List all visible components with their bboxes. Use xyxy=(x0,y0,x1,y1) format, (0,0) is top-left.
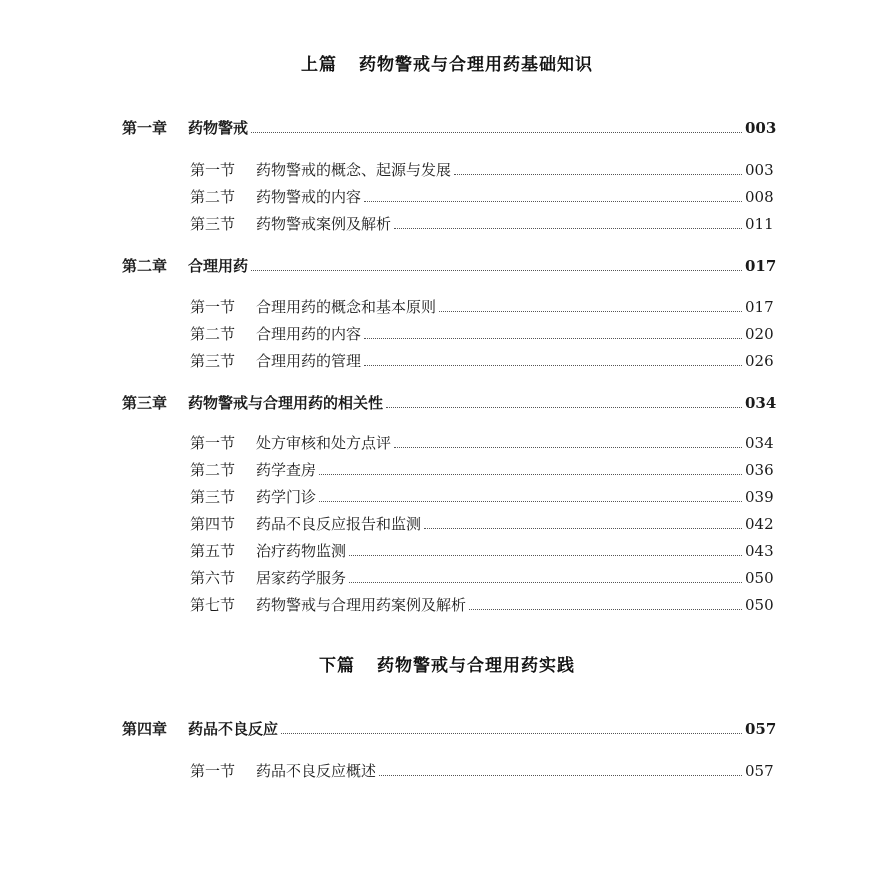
toc-section-entry[interactable] xyxy=(0,541,894,561)
part-label: 下篇 xyxy=(319,656,355,676)
dot-leader xyxy=(394,447,742,448)
part-heading xyxy=(0,651,894,676)
chapter-number: 第二章 xyxy=(122,257,168,275)
section-number: 第二节 xyxy=(190,325,236,343)
page-number: 008 xyxy=(745,188,774,206)
page-number: 011 xyxy=(745,215,774,233)
part-heading xyxy=(0,50,894,75)
section-number: 第三节 xyxy=(190,488,236,506)
chapter-number: 第一章 xyxy=(122,119,168,137)
toc-section-entry[interactable] xyxy=(0,297,894,317)
section-number: 第四节 xyxy=(190,515,236,533)
section-title: 药品不良反应概述 xyxy=(256,762,377,780)
section-number: 第一节 xyxy=(190,298,236,316)
toc-section-entry[interactable] xyxy=(0,214,894,234)
toc-section-entry[interactable] xyxy=(0,595,894,615)
dot-leader xyxy=(364,201,742,202)
page-number: 057 xyxy=(745,720,777,738)
section-title: 居家药学服务 xyxy=(256,569,347,587)
section-title: 合理用药的概念和基本原则 xyxy=(256,298,437,316)
chapter-title: 合理用药 xyxy=(188,257,249,275)
section-number: 第二节 xyxy=(190,461,236,479)
part-title: 药物警戒与合理用药基础知识 xyxy=(359,55,593,75)
section-number: 第一节 xyxy=(190,161,236,179)
dot-leader xyxy=(281,733,742,734)
chapter-title: 药品不良反应 xyxy=(188,720,279,738)
page-number: 036 xyxy=(745,461,774,479)
page-number: 057 xyxy=(745,762,774,780)
part-title: 药物警戒与合理用药实践 xyxy=(377,656,575,676)
page-number: 050 xyxy=(745,596,774,614)
page-number: 034 xyxy=(745,434,774,452)
section-title: 药学门诊 xyxy=(256,488,317,506)
section-title: 治疗药物监测 xyxy=(256,542,347,560)
page-number: 017 xyxy=(745,298,774,316)
toc-section-entry[interactable] xyxy=(0,351,894,371)
section-number: 第五节 xyxy=(190,542,236,560)
page-number: 026 xyxy=(745,352,774,370)
section-number: 第二节 xyxy=(190,188,236,206)
section-title: 合理用药的内容 xyxy=(256,325,362,343)
toc-chapter-entry[interactable] xyxy=(0,719,894,739)
section-number: 第一节 xyxy=(190,762,236,780)
section-title: 药物警戒案例及解析 xyxy=(256,215,392,233)
toc-section-entry[interactable] xyxy=(0,160,894,180)
toc-chapter-entry[interactable] xyxy=(0,256,894,276)
dot-leader xyxy=(394,228,742,229)
section-number: 第三节 xyxy=(190,352,236,370)
dot-leader xyxy=(319,474,742,475)
page-number: 043 xyxy=(745,542,774,560)
toc-section-entry[interactable] xyxy=(0,568,894,588)
section-title: 药物警戒与合理用药案例及解析 xyxy=(256,596,467,614)
part-label: 上篇 xyxy=(301,55,337,75)
page-number: 039 xyxy=(745,488,774,506)
toc-chapter-entry[interactable] xyxy=(0,118,894,138)
section-title: 处方审核和处方点评 xyxy=(256,434,392,452)
toc-section-entry[interactable] xyxy=(0,487,894,507)
chapter-title: 药物警戒 xyxy=(188,119,249,137)
section-title: 合理用药的管理 xyxy=(256,352,362,370)
toc-chapter-entry[interactable] xyxy=(0,393,894,413)
dot-leader xyxy=(319,501,742,502)
dot-leader xyxy=(424,528,742,529)
chapter-number: 第四章 xyxy=(122,720,168,738)
dot-leader xyxy=(251,132,742,133)
section-title: 药学查房 xyxy=(256,461,317,479)
toc-section-entry[interactable] xyxy=(0,514,894,534)
page-number: 042 xyxy=(745,515,774,533)
section-number: 第七节 xyxy=(190,596,236,614)
dot-leader xyxy=(364,365,742,366)
section-number: 第一节 xyxy=(190,434,236,452)
dot-leader xyxy=(364,338,742,339)
section-title: 药品不良反应报告和监测 xyxy=(256,515,422,533)
toc-section-entry[interactable] xyxy=(0,433,894,453)
toc-section-entry[interactable] xyxy=(0,460,894,480)
dot-leader xyxy=(386,407,742,408)
section-title: 药物警戒的内容 xyxy=(256,188,362,206)
dot-leader xyxy=(379,775,742,776)
dot-leader xyxy=(251,270,742,271)
chapter-title: 药物警戒与合理用药的相关性 xyxy=(188,394,384,412)
page-number: 003 xyxy=(745,119,777,137)
page-number: 034 xyxy=(745,394,777,412)
dot-leader xyxy=(349,555,742,556)
toc-section-entry[interactable] xyxy=(0,187,894,207)
page-number: 017 xyxy=(745,257,777,275)
page-number: 003 xyxy=(745,161,774,179)
page-number: 050 xyxy=(745,569,774,587)
toc-section-entry[interactable] xyxy=(0,324,894,344)
section-number: 第六节 xyxy=(190,569,236,587)
dot-leader xyxy=(439,311,742,312)
dot-leader xyxy=(454,174,742,175)
page-number: 020 xyxy=(745,325,774,343)
chapter-number: 第三章 xyxy=(122,394,168,412)
dot-leader xyxy=(349,582,742,583)
dot-leader xyxy=(469,609,742,610)
section-number: 第三节 xyxy=(190,215,236,233)
toc-section-entry[interactable] xyxy=(0,761,894,781)
section-title: 药物警戒的概念、起源与发展 xyxy=(256,161,452,179)
